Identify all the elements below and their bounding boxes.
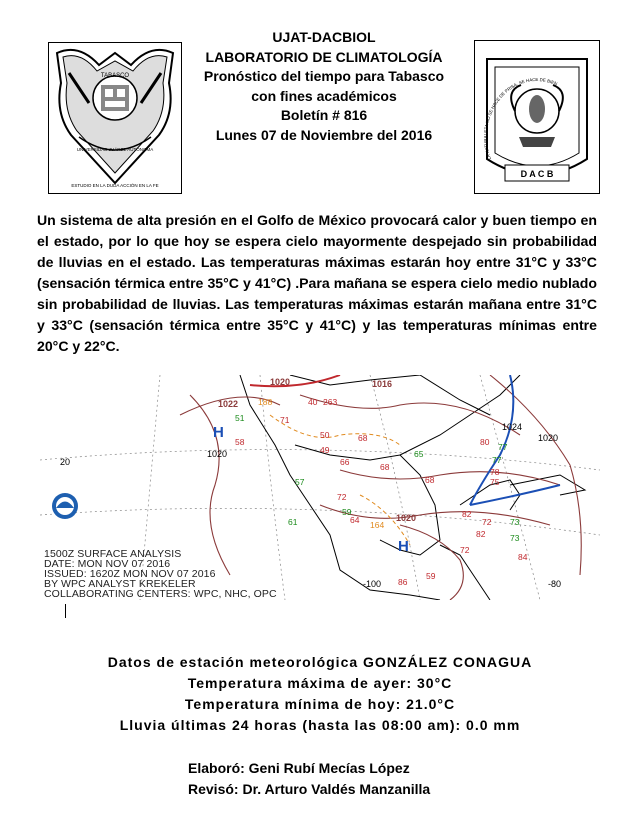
pressure-label: 1016: [372, 379, 393, 389]
rainfall: Lluvia últimas 24 horas (hasta las 08:00 am): 0.0 mm: [119, 717, 521, 733]
forecast-purpose: con fines académicos: [251, 87, 397, 104]
station-temp: 86: [398, 577, 408, 587]
station-data: [40, 652, 600, 736]
longitude-label: -80: [548, 579, 562, 589]
logo-left-bottom-text: ESTUDIO EN LA DUDA ACCIÓN EN LA FE: [71, 183, 159, 188]
pressure-label: 1020: [538, 433, 559, 443]
logo-right-arc-text: LA NATURALEZA NO SE HACE DE PRISA, SE HACE DE BIEN: [482, 77, 559, 161]
map-caption-line: 1500Z SURFACE ANALYSIS: [44, 548, 182, 560]
station-temp: 73: [510, 533, 520, 543]
station-temp: 77: [498, 442, 508, 452]
laboratory-name: LABORATORIO DE CLIMATOLOGÍA: [205, 48, 443, 65]
station-temp: 40: [308, 397, 318, 407]
station-temp: 59: [342, 507, 352, 517]
station-temp: 188: [258, 397, 273, 407]
min-temperature: Temperatura mínima de hoy: 21.0°C: [184, 696, 456, 712]
credits: [188, 758, 430, 800]
map-caption-line: BY WPC ANALYST KREKELER: [44, 578, 196, 590]
map-caption-line: ISSUED: 1620Z MON NOV 07 2016: [44, 568, 216, 580]
noaa-logo-icon: [52, 493, 78, 519]
dacbiol-seal-logo: [474, 40, 600, 194]
station-temp: 57: [295, 477, 305, 487]
station-temp: 61: [288, 517, 298, 527]
station-temp: 49: [320, 445, 330, 455]
station-temp: 75: [490, 477, 500, 487]
station-temp: 64: [350, 515, 360, 525]
surface-analysis-map: [40, 375, 600, 600]
logo-right-band-text: D A C B: [520, 169, 554, 179]
map-caption: [44, 549, 277, 599]
station-temp: 58: [235, 437, 245, 447]
bulletin-number: Boletín # 816: [280, 107, 368, 123]
station-temp: 71: [280, 415, 290, 425]
station-temp: 73: [510, 517, 520, 527]
ujat-shield-logo: [48, 42, 182, 194]
station-temp: 51: [235, 413, 245, 423]
forecast-title: Pronóstico del tiempo para Tabasco: [203, 68, 445, 84]
text-cursor: [65, 604, 66, 618]
station-title: Datos de estación meteorológica GONZÁLEZ CONAGUA: [107, 654, 533, 670]
bulletin-date: Lunes 07 de Noviembre del 2016: [215, 126, 433, 143]
institution-name: UJAT-DACBIOL: [272, 29, 376, 45]
station-temp: 84: [518, 552, 528, 562]
station-temp: 164: [370, 520, 385, 530]
station-temp: 66: [340, 457, 350, 467]
logo-left-top-text: TABASCO: [100, 73, 130, 79]
station-temperatures: [235, 397, 528, 587]
prepared-by: Elaboró: Geni Rubí Mecías López: [188, 760, 410, 776]
map-caption-line: COLLABORATING CENTERS: WPC, NHC, OPC: [44, 588, 277, 600]
reviewed-by: Revisó: Dr. Arturo Valdés Manzanilla: [188, 781, 431, 797]
station-temp: 72: [482, 517, 492, 527]
pressure-label: 1020: [396, 513, 417, 523]
station-temp: 68: [380, 462, 390, 472]
latitude-label: 20: [60, 457, 71, 467]
station-temp: 68: [425, 475, 435, 485]
station-temp: 82: [462, 509, 472, 519]
pressure-label: 1020: [207, 449, 228, 459]
map-caption-line: DATE: MON NOV 07 2016: [44, 558, 171, 570]
station-temp: 77: [492, 455, 502, 465]
station-temp: 65: [414, 449, 424, 459]
forecast-summary: Un sistema de alta presión en el Golfo de México provocará calor y buen tiempo en el estado, por lo que hoy se espera cielo mayormente despejado sin probabilidad de lluvias en el estado. Las temperaturas máximas estarán hoy entre 31°C y 33°C (sensación térmica entre 35°C y 41°C) .Para mañana se espera cielo medio nublado sin probabilidad de lluvias. Las temperaturas máximas estarán mañana entre 31°C y 33°C (sensación térmica entre 35°C y 41°C) y las temperaturas mínimas entre 20°C y 22°C.: [37, 212, 597, 354]
station-temp: 50: [320, 430, 330, 440]
station-temp: 59: [426, 571, 436, 581]
logo-left-motto: UNIVERSIDAD JUÁREZ AUTÓNOMA: [76, 147, 154, 152]
pressure-label: 1020: [270, 377, 291, 387]
station-temp: 72: [460, 545, 470, 555]
station-temp: 80: [480, 437, 490, 447]
max-temperature: Temperatura máxima de ayer: 30°C: [187, 675, 453, 691]
bulletin-header: [185, 28, 463, 145]
station-temp: 68: [358, 433, 368, 443]
station-temp: 78: [490, 467, 500, 477]
pressure-label: 1022: [218, 399, 239, 409]
high-pressure-symbol: H: [398, 538, 409, 555]
longitude-label: -100: [363, 579, 382, 589]
station-temp: 82: [476, 529, 486, 539]
high-pressure-symbol: H: [213, 424, 224, 441]
station-temp: 263: [323, 397, 338, 407]
station-temp: 72: [337, 492, 347, 502]
pressure-label: 1024: [502, 422, 523, 432]
